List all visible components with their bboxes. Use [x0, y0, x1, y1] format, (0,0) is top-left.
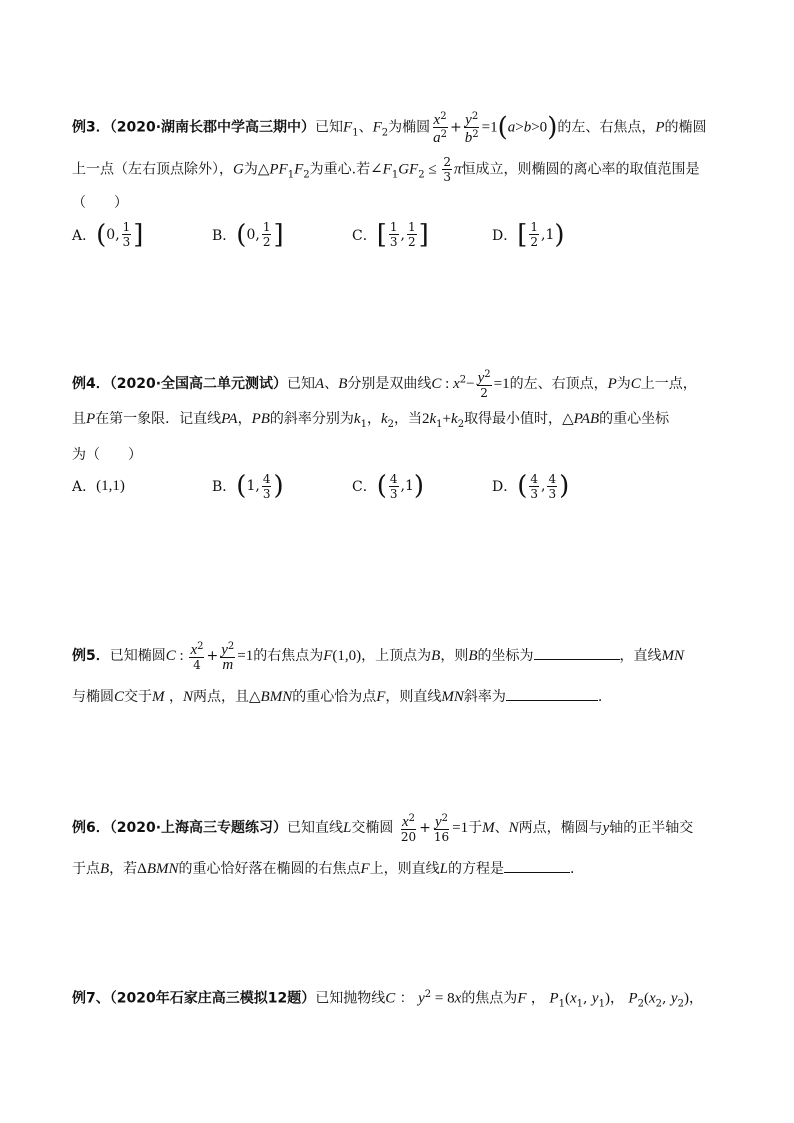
example-3-line-1: 例3．（2020·湖南长郡中学高三期中）已知$F_1$、$F_2$为椭圆 $\frac{x^2}{a^2}$ + $\frac{y^2}{b^2}$ =1(a>b>0)的左、右焦点，P的椭圆 [72, 111, 707, 146]
example-4 [72, 368, 732, 501]
option-b[interactable]: B． ( 1, $\frac{4}{3}$ ) [212, 471, 284, 502]
example-6 [72, 812, 732, 880]
option-c[interactable]: C． [ $\frac{1}{3}$ , $\frac{1}{2}$ ] [352, 219, 429, 250]
example-6-line-2: 于点B，若ΔBMN的重心恰好落在椭圆的右焦点F上，则直线L的方程是 ． [72, 858, 732, 880]
example-7 [72, 984, 732, 1015]
example-6-line-1: 例6．（2020·上海高三专题练习）已知直线L交椭圆 $\frac{x^2}{20}$ + $\frac{y^2}{16}$ =1于M、N两点，椭圆与y轴的正半轴交 [72, 813, 694, 844]
example-7-line-1: 例7、（2020年石家庄高三模拟12题）已知抛物线C ： $y^2 = 8x$的焦点为F ， $P_1(x_1$, $y_1$)， $P_2(x_2$, $y_2$)， [72, 989, 703, 1010]
example-5 [72, 640, 732, 708]
example-3-line-2: 上一点（左右顶点除外），G为$\triangle PF_1F_2$为重心.若$\angle F_1GF_2$ ≤ $\frac{2}{3}$ π恒成立，则椭圆的离心率的取值范围是 [72, 155, 700, 184]
example-label: 例3． [72, 119, 110, 136]
option-c[interactable]: C． ( $\frac{4}{3}$ ,1 ) [352, 471, 425, 502]
option-d[interactable]: D． [ $\frac{1}{2}$ ,1 ) [492, 219, 565, 250]
example-5-line-2: 与椭圆C交于M ，N两点，且△BMN的重心恰为点F，则直线MN斜率为 . [72, 686, 732, 708]
answer-blank[interactable] [506, 686, 598, 701]
example-3-line-3: （ ） [72, 195, 128, 212]
source-tag: （2020·湖南长郡中学高三期中） [109, 119, 316, 136]
example-4-line-1: 例4．（2020·全国高二单元测试）已知A、B分别是双曲线C : $x^2-$ $\frac{y^2}{2}$ =1的左、右顶点，P为C上一点， [72, 369, 697, 400]
answer-blank[interactable] [534, 645, 620, 660]
example-3 [72, 110, 732, 249]
option-a[interactable]: A． ( 0, $\frac{1}{3}$ ] [72, 219, 144, 250]
example-4-line-2: 且P在第一象限．记直线PA，PB的斜率分别为$k_1$，$k_2$，当$2k_1+k_2$取得最小值时，△PAB的重心坐标 [72, 411, 670, 430]
example-4-options [72, 472, 732, 501]
example-4-line-3: 为（ ） [72, 446, 142, 463]
option-b[interactable]: B． ( 0, $\frac{1}{2}$ ] [212, 219, 284, 250]
answer-blank[interactable] [504, 858, 570, 873]
example-5-line-1: 例5．已知椭圆C : $\frac{x^2}{4}$ + $\frac{y^2}{m}$ =1的右焦点为F(1,0)，上顶点为B，则B的坐标为 ，直线MN [72, 641, 684, 673]
option-a[interactable]: A． (1,1) [72, 477, 125, 496]
option-d[interactable]: D． ( $\frac{4}{3}$ , $\frac{4}{3}$ ) [492, 471, 570, 502]
example-3-options [72, 220, 732, 249]
